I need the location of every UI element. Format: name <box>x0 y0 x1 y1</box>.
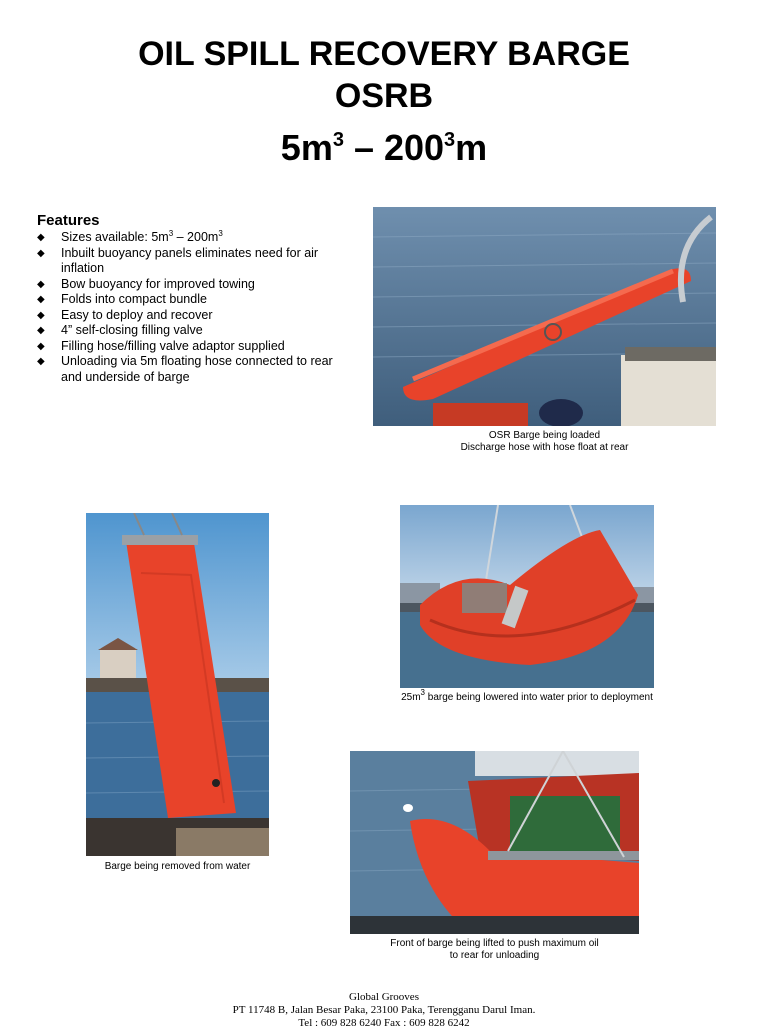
feature-item <box>37 230 337 246</box>
caption-line: to rear for unloading <box>449 950 540 961</box>
barge-removed-caption: Barge being removed from water <box>104 861 251 872</box>
range-b-sup: 3 <box>444 129 456 151</box>
footer-company: Global Grooves <box>349 991 419 1003</box>
feature-item <box>37 323 337 339</box>
size-range-title <box>0 128 768 168</box>
feature-text: Folds into compact bundle <box>61 292 207 306</box>
barge-removed-photo <box>86 513 269 856</box>
feature-item <box>37 308 337 324</box>
diamond-bullet-icon: ◆ <box>37 278 45 290</box>
range-a: 5m <box>280 127 333 168</box>
diamond-bullet-icon: ◆ <box>37 309 45 321</box>
diamond-bullet-icon: ◆ <box>37 247 45 259</box>
footer-address: PT 11748 B, Jalan Besar Paka, 23100 Paka, Terengganu Darul Iman. <box>232 1004 536 1016</box>
feature-text: Unloading via 5m floating hose connected to rear and underside of barge <box>61 354 333 384</box>
feature-text: 4” self-closing filling valve <box>61 323 203 337</box>
diamond-bullet-icon: ◆ <box>37 325 45 336</box>
feature-item <box>37 292 337 308</box>
barge-loaded-caption <box>373 430 716 454</box>
caption-text: barge being lowered into water prior to deployment <box>424 692 653 703</box>
caption-line: Discharge hose with hose float at rear <box>460 442 629 453</box>
caption-text: 25m <box>401 692 421 703</box>
feature-text: Bow buoyancy for improved towing <box>61 276 255 291</box>
barge-loaded-photo <box>373 207 716 426</box>
features-heading: Features <box>37 212 100 229</box>
feature-item <box>37 354 337 385</box>
feature-item <box>37 246 337 277</box>
page-title: OIL SPILL RECOVERY BARGE <box>138 35 630 73</box>
diamond-bullet-icon: ◆ <box>37 356 45 367</box>
barge-lowered-caption <box>395 688 659 704</box>
feature-text: Inbuilt buoyancy panels eliminates need for air inflation <box>61 245 319 275</box>
features-list <box>37 230 337 385</box>
feature-text: Filling hose/filling valve adaptor supplied <box>61 338 285 353</box>
feature-text: Easy to deploy and recover <box>61 307 213 322</box>
page-subtitle: OSRB <box>334 77 434 115</box>
barge-lifted-caption <box>350 938 639 962</box>
caption-line: OSR Barge being loaded <box>488 430 601 441</box>
diamond-bullet-icon: ◆ <box>37 340 45 352</box>
barge-lowered-photo <box>400 505 654 688</box>
range-sep: – 200 <box>343 127 445 168</box>
caption-sup: 3 <box>420 688 425 697</box>
caption-line: Front of barge being lifted to push maximum oil <box>390 938 599 949</box>
barge-lifted-photo <box>350 751 639 934</box>
feature-sup: 3 <box>218 229 223 238</box>
feature-item <box>37 339 337 355</box>
diamond-bullet-icon: ◆ <box>37 232 45 243</box>
footer-contact: Tel : 609 828 6240 Fax : 609 828 6242 <box>298 1017 470 1029</box>
range-b-unit: m <box>455 127 488 168</box>
feature-item <box>37 277 337 293</box>
range-a-sup: 3 <box>332 129 344 151</box>
feature-text: Sizes available: 5m <box>61 230 169 244</box>
diamond-bullet-icon: ◆ <box>37 294 45 305</box>
feature-text: – 200m <box>173 230 219 244</box>
feature-sup: 3 <box>168 229 174 238</box>
